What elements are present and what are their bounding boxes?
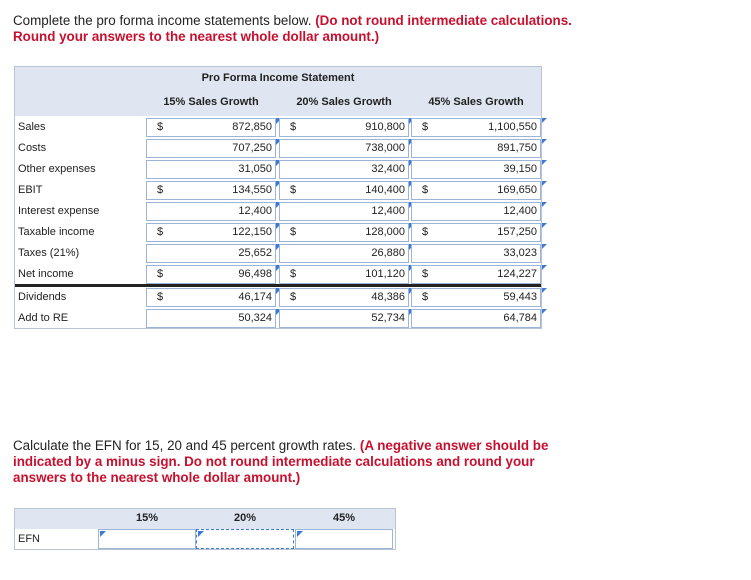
value-text: 32,400 <box>371 163 405 175</box>
value-text: 124,227 <box>497 268 537 280</box>
efn-column-header-2: 20% <box>196 508 294 528</box>
instructions-top-highlight: (Do not round intermediate calculations. Round your answers to the nearest whole dollar amount.) <box>13 13 572 44</box>
value-text: 33,023 <box>503 247 537 259</box>
efn-table-border <box>14 508 396 550</box>
dollar-sign: $ <box>290 291 297 303</box>
value-text: 122,150 <box>232 226 272 238</box>
value-text: 26,880 <box>371 247 405 259</box>
value-text: 50,324 <box>238 312 272 324</box>
row-label-ebit: EBIT <box>18 184 43 196</box>
value-text: 134,550 <box>232 184 272 196</box>
column-header-3: 45% Sales Growth <box>428 96 524 108</box>
efn-column-header-1: 15% <box>98 508 196 528</box>
value-text: 52,734 <box>371 312 405 324</box>
dollar-sign: $ <box>290 184 297 196</box>
row-label-sales: Sales <box>18 121 46 133</box>
dollar-sign: $ <box>157 268 164 280</box>
row-label-taxes-21: Taxes (21%) <box>18 247 80 259</box>
value-text: 31,050 <box>238 163 272 175</box>
column-header-1: 15% Sales Growth <box>163 96 259 108</box>
dollar-sign: $ <box>290 268 297 280</box>
value-text: 46,174 <box>238 291 272 303</box>
value-text: 59,443 <box>503 291 537 303</box>
value-text: 96,498 <box>238 268 272 280</box>
value-text: 12,400 <box>238 205 272 217</box>
dollar-sign: $ <box>422 226 429 238</box>
dollar-sign: $ <box>422 268 429 280</box>
row-label-interest-expense: Interest expense <box>18 205 100 217</box>
instructions-top <box>13 13 583 45</box>
instructions-efn-highlight: (A negative answer should be indicated by a minus sign. Do not round intermediate calculations and round your answers to the nearest whole dollar amount.) <box>13 438 549 485</box>
row-label-net-income: Net income <box>18 268 74 280</box>
dollar-sign: $ <box>422 184 429 196</box>
value-text: 101,120 <box>365 268 405 280</box>
value-text: 39,150 <box>503 163 537 175</box>
value-text: 872,850 <box>232 121 272 133</box>
row-label-taxable-income: Taxable income <box>18 226 95 238</box>
table-border <box>14 66 542 329</box>
value-text: 64,784 <box>503 312 537 324</box>
value-text: 25,652 <box>238 247 272 259</box>
value-text: 157,250 <box>497 226 537 238</box>
value-text: 1,100,550 <box>488 121 537 133</box>
value-text: 891,750 <box>497 142 537 154</box>
dollar-sign: $ <box>157 184 164 196</box>
value-text: 12,400 <box>371 205 405 217</box>
dollar-sign: $ <box>422 291 429 303</box>
instructions-efn-text: Calculate the EFN for 15, 20 and 45 percent growth rates. <box>13 438 357 453</box>
instructions-efn <box>13 438 583 486</box>
efn-row-label: EFN <box>18 533 40 545</box>
dollar-sign: $ <box>157 226 164 238</box>
column-header-2: 20% Sales Growth <box>296 96 392 108</box>
dollar-sign: $ <box>422 121 429 133</box>
dollar-sign: $ <box>157 121 164 133</box>
value-text: 140,400 <box>365 184 405 196</box>
efn-table <box>14 508 396 550</box>
value-text: 707,250 <box>232 142 272 154</box>
row-label-dividends: Dividends <box>18 291 67 303</box>
efn-column-header-3: 45% <box>295 508 393 528</box>
dollar-sign: $ <box>290 121 297 133</box>
value-text: 169,650 <box>497 184 537 196</box>
value-text: 738,000 <box>365 142 405 154</box>
dollar-sign: $ <box>157 291 164 303</box>
row-label-other-expenses: Other expenses <box>18 163 96 175</box>
instructions-top-text: Complete the pro forma income statements below. <box>13 13 312 28</box>
value-text: 12,400 <box>503 205 537 217</box>
row-label-add-to-re: Add to RE <box>18 312 69 324</box>
row-label-costs: Costs <box>18 142 47 154</box>
value-text: 48,386 <box>371 291 405 303</box>
table-title: Pro Forma Income Statement <box>201 72 355 84</box>
dollar-sign: $ <box>290 226 297 238</box>
value-text: 128,000 <box>365 226 405 238</box>
value-text: 910,800 <box>365 121 405 133</box>
